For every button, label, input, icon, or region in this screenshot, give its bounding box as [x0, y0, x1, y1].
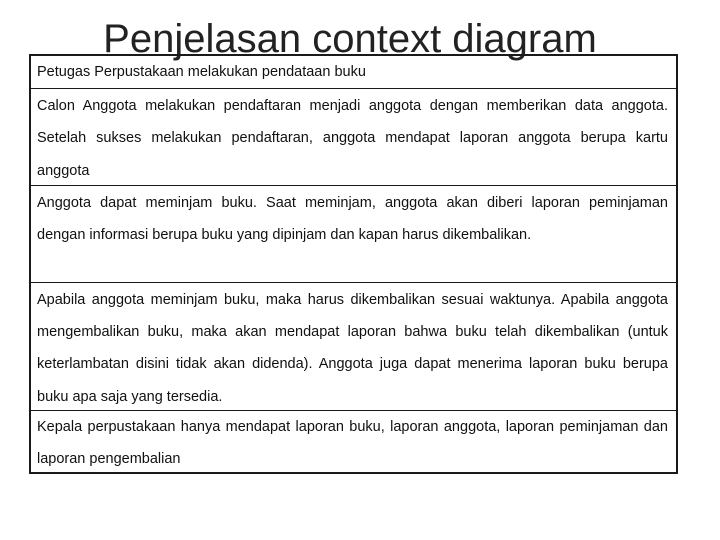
table-row-kepala: Kepala perpustakaan hanya mendapat laporan buku, laporan anggota, laporan peminjaman dan laporan pengembalian	[31, 410, 676, 472]
table-row-calon-anggota: Calon Anggota melakukan pendaftaran menjadi anggota dengan memberikan data anggota. Setelah sukses melakukan pendaftaran, anggota mendapat laporan anggota berupa kartu anggota	[31, 88, 676, 185]
slide-title: Penjelasan context diagram	[103, 17, 597, 61]
table-row-pengembalian: Apabila anggota meminjam buku, maka harus dikembalikan sesuai waktunya. Apabila anggota mengembalikan buku, maka akan mendapat laporan bahwa buku telah dikembalikan (untuk keterlambatan disini tidak akan didenda). Anggota juga dapat menerima laporan buku berupa buku apa saja yang tersedia.	[31, 282, 676, 410]
explanation-table	[29, 54, 678, 474]
table-row-petugas: Petugas Perpustakaan melakukan pendataan buku	[37, 64, 366, 80]
table-row-anggota-meminjam: Anggota dapat meminjam buku. Saat meminjam, anggota akan diberi laporan peminjaman dengan informasi berupa buku yang dipinjam dan kapan harus dikembalikan.	[31, 185, 676, 282]
